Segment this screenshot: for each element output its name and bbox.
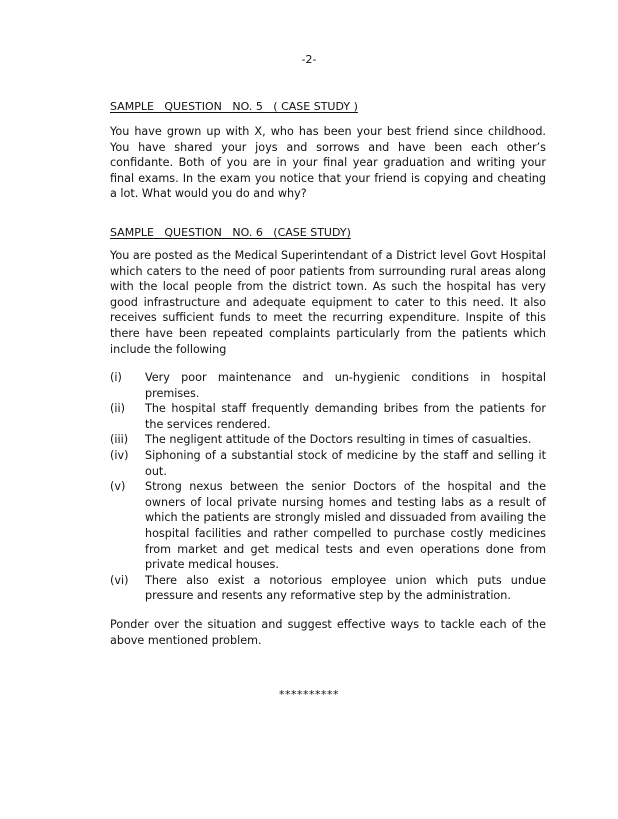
list-item <box>110 401 546 432</box>
page-number: -2- <box>301 53 317 66</box>
list-item-number: (v) <box>110 480 126 494</box>
list-item <box>110 479 546 573</box>
complaints-list <box>110 370 546 604</box>
question-5-heading: SAMPLE QUESTION NO. 5 ( CASE STUDY ) <box>110 100 358 113</box>
list-item-number: (iv) <box>110 448 129 462</box>
list-item <box>110 370 546 401</box>
question-6-closing: Ponder over the situation and suggest effective ways to tackle each of the above mentioned problem. <box>110 618 546 647</box>
list-item <box>110 432 546 448</box>
list-item <box>110 448 546 479</box>
list-item-number: (iii) <box>110 433 129 447</box>
question-5-body: You have grown up with X, who has been your best friend since childhood. You have shared your joys and sorrows and have been each other’s confidante. Both of you are in your final year graduation and writing your final exams. In the exam you notice that your friend is copying and cheating a lot. What would you do and why? <box>110 125 546 201</box>
question-6-intro: You are posted as the Medical Superintendant of a District level Govt Hospital which caters to the need of poor patients from surrounding rural areas along with the local people from the district town. As such the hospital has very good infrastructure and adequate equipment to cater to this need. It also receives sufficient funds to meet the recurring expenditure. Inspite of this there have been repeated complaints particularly from the patients which include the following <box>110 249 546 356</box>
list-item <box>110 573 546 604</box>
list-item-text: Very poor maintenance and un-hygienic conditions in hospital premises. <box>145 371 546 400</box>
list-item-text: Strong nexus between the senior Doctors of the hospital and the owners of local private nursing homes and testing labs as a result of which the patients are strongly misled and dissuaded from availing the hospital facilities and rather compelled to purchase costly medicines from market and get medical tests and even operations done from private medical houses. <box>145 480 546 572</box>
list-item-text: The negligent attitude of the Doctors resulting in times of casualties. <box>145 433 532 447</box>
question-6-heading: SAMPLE QUESTION NO. 6 (CASE STUDY) <box>110 226 351 239</box>
list-item-number: (ii) <box>110 402 125 416</box>
list-item-text: The hospital staff frequently demanding bribes from the patients for the services rendered. <box>145 402 546 431</box>
list-item-number: (i) <box>110 371 122 384</box>
list-item-text: There also exist a notorious employee union which puts undue pressure and resents any reformative step by the administration. <box>145 573 546 603</box>
list-item-text: Siphoning of a substantial stock of medicine by the staff and selling it out. <box>145 448 546 478</box>
end-marker: ********** <box>279 688 339 701</box>
list-item-number: (vi) <box>110 573 129 587</box>
